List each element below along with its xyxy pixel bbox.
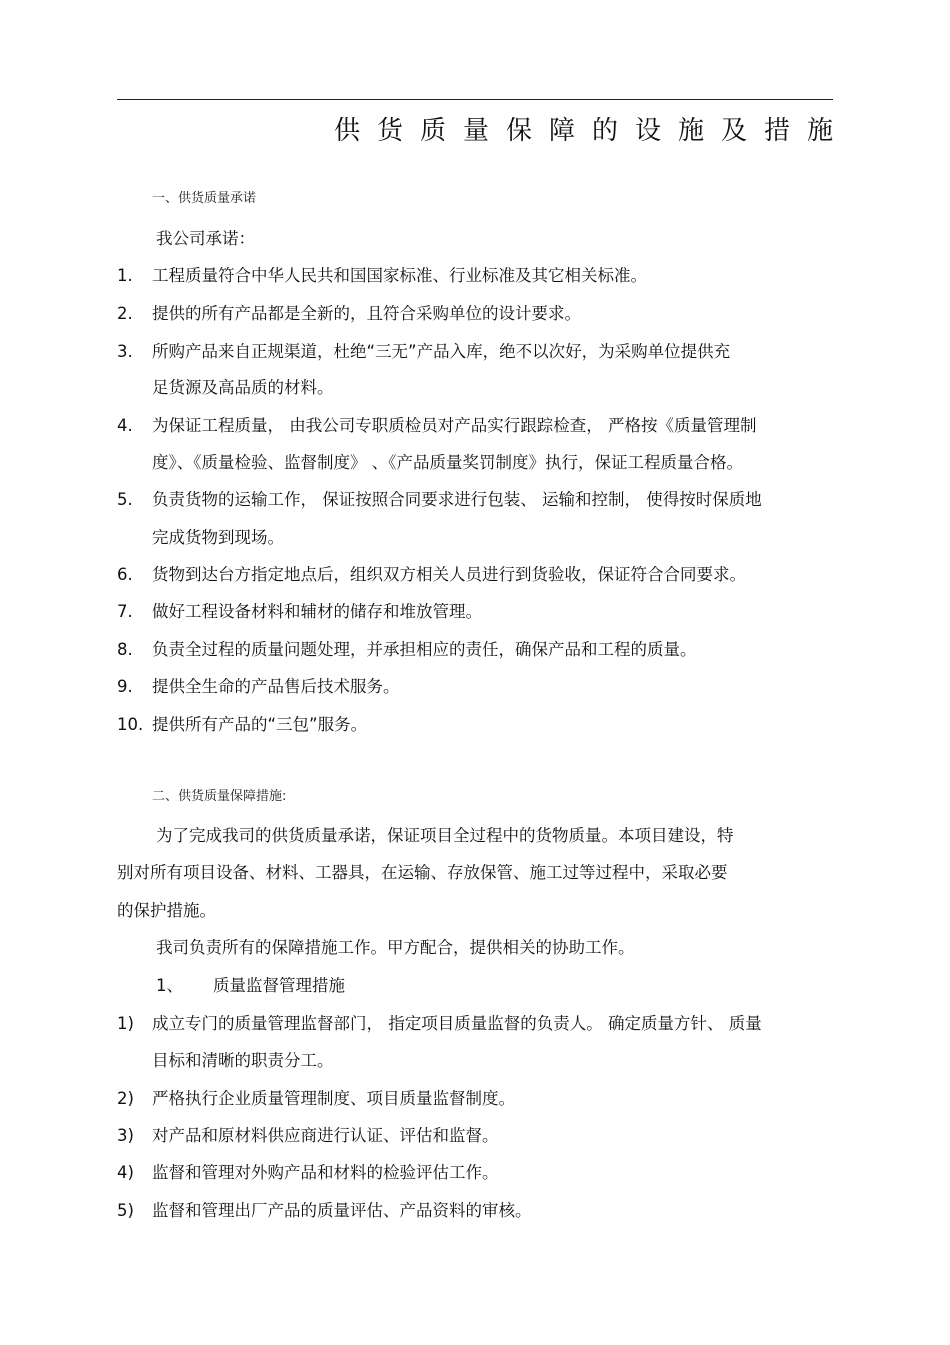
item-number: 4) bbox=[117, 1163, 134, 1182]
item-text: 监督和管理对外购产品和材料的检验评估工作。 bbox=[152, 1163, 499, 1182]
item-text: 提供全生命的产品售后技术服务。 bbox=[152, 677, 400, 696]
item-text: 监督和管理出厂产品的质量评估、产品资料的审核。 bbox=[152, 1201, 532, 1220]
item-text: 做好工程设备材料和辅材的储存和堆放管理。 bbox=[152, 602, 482, 621]
item-text: 货物到达台方指定地点后，组织双方相关人员进行到货验收，保证符合合同要求。 bbox=[152, 565, 746, 584]
item-text: 工程质量符合中华人民共和国国家标准、行业标准及其它相关标准。 bbox=[152, 266, 647, 285]
item-number: 4. bbox=[117, 416, 133, 435]
item-text: 提供所有产品的“三包”服务。 bbox=[152, 715, 368, 734]
item-text: 为保证工程质量， 由我公司专职质检员对产品实行跟踪检查， 严格按《质量管理制 bbox=[152, 416, 757, 435]
section2-heading: 二、供货质量保障措施: bbox=[152, 789, 287, 804]
item-number: 7. bbox=[117, 602, 133, 621]
paragraph-line: 为了完成我司的供货质量承诺，保证项目全过程中的货物质量。本项目建设，特 bbox=[156, 826, 734, 845]
header-rule bbox=[117, 99, 833, 100]
item-text: 完成货物到现场。 bbox=[152, 528, 284, 547]
paragraph-line: 我司负责所有的保障措施工作。甲方配合，提供相关的协助工作。 bbox=[156, 938, 635, 957]
item-number: 3. bbox=[117, 342, 133, 361]
item-text: 成立专门的质量管理监督部门， 指定项目质量监督的负责人。 确定质量方针、 质量 bbox=[152, 1014, 762, 1033]
subsection-number: 1、 bbox=[156, 976, 183, 995]
item-text: 对产品和原材料供应商进行认证、评估和监督。 bbox=[152, 1126, 499, 1145]
item-number: 5. bbox=[117, 490, 133, 509]
subsection-title: 质量监督管理措施 bbox=[213, 976, 345, 995]
item-text: 提供的所有产品都是全新的，且符合采购单位的设计要求。 bbox=[152, 304, 581, 323]
item-text: 严格执行企业质量管理制度、项目质量监督制度。 bbox=[152, 1089, 515, 1108]
item-number: 1. bbox=[117, 266, 133, 285]
item-number: 3) bbox=[117, 1126, 134, 1145]
document-title: 供货质量保障的设施及措施 bbox=[333, 116, 850, 146]
item-text: 所购产品来自正规渠道，杜绝“三无”产品入库，绝不以次好，为采购单位提供充 bbox=[152, 342, 731, 361]
item-number: 5) bbox=[117, 1201, 134, 1220]
item-number: 10. bbox=[117, 715, 144, 734]
section1-intro: 我公司承诺： bbox=[156, 229, 255, 248]
item-text: 足货源及高品质的材料。 bbox=[152, 378, 334, 397]
item-number: 9. bbox=[117, 677, 133, 696]
item-number: 2. bbox=[117, 304, 133, 323]
item-number: 6. bbox=[117, 565, 133, 584]
item-text: 目标和清晰的职责分工。 bbox=[152, 1051, 334, 1070]
item-number: 8. bbox=[117, 640, 133, 659]
item-number: 1) bbox=[117, 1014, 134, 1033]
item-text: 负责全过程的质量问题处理，并承担相应的责任，确保产品和工程的质量。 bbox=[152, 640, 697, 659]
paragraph-line: 的保护措施。 bbox=[117, 901, 216, 920]
item-text: 负责货物的运输工作， 保证按照合同要求进行包装、 运输和控制， 使得按时保质地 bbox=[152, 490, 762, 509]
section1-heading: 一、供货质量承诺 bbox=[152, 191, 257, 206]
item-number: 2) bbox=[117, 1089, 134, 1108]
item-text: 度》、《质量检验、监督制度》 、《产品质量奖罚制度》执行，保证工程质量合格。 bbox=[152, 453, 743, 472]
paragraph-line: 别对所有项目设备、材料、工器具，在运输、存放保管、施工过等过程中，采取必要 bbox=[117, 863, 728, 882]
